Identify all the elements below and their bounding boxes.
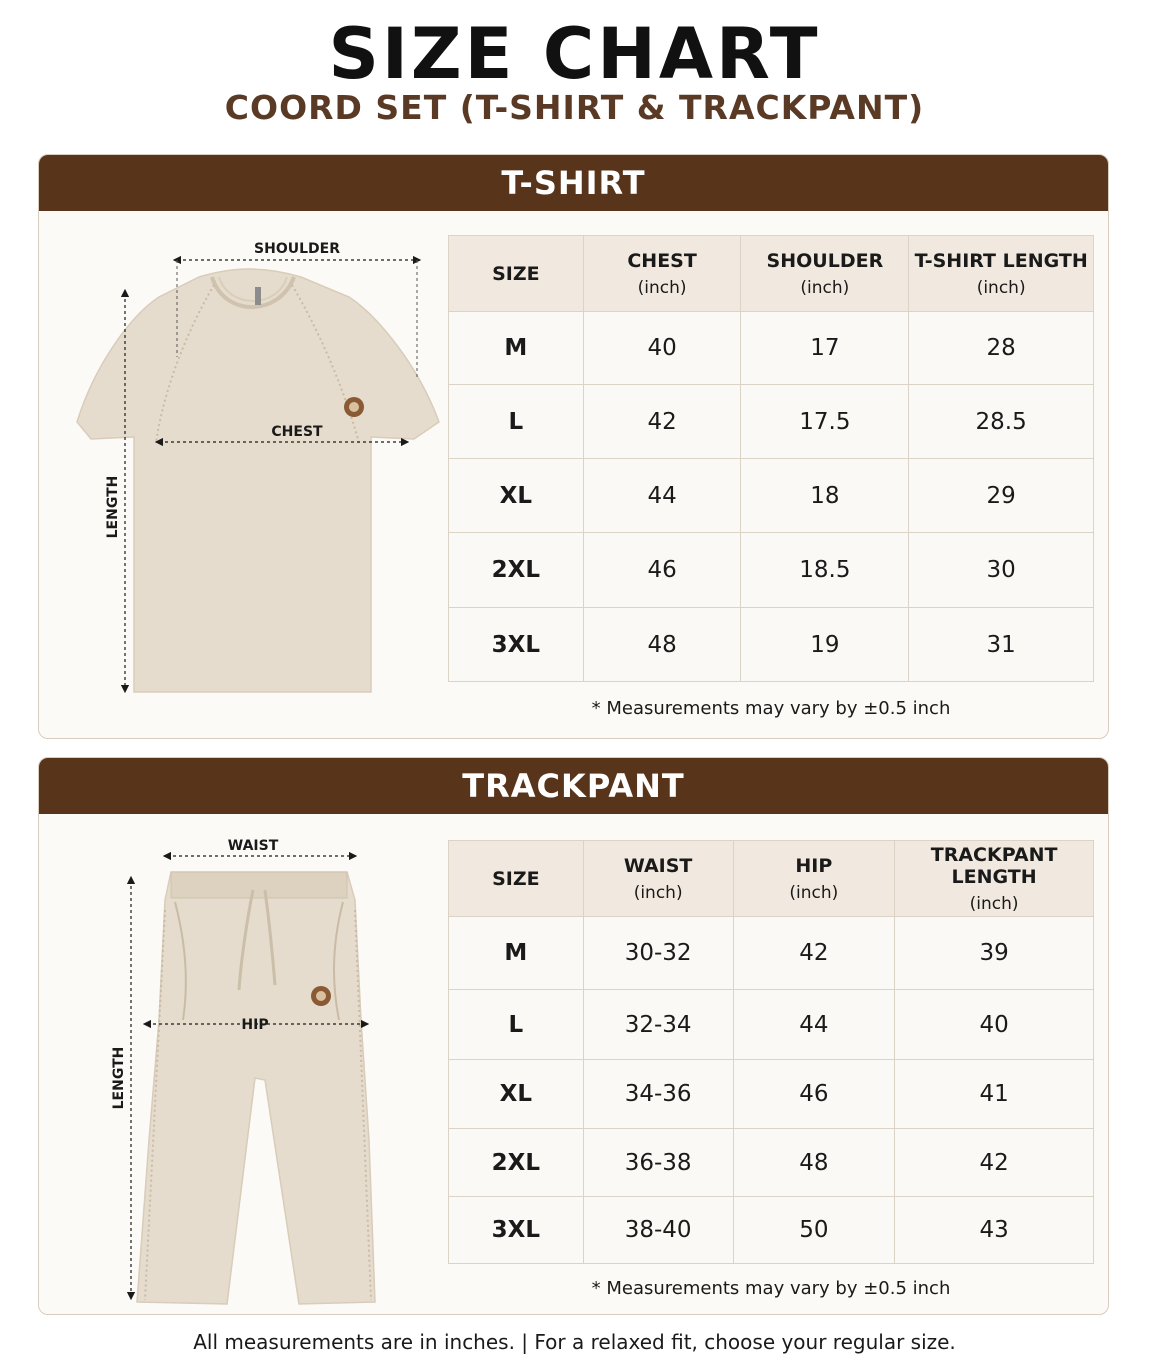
shoulder-label: SHOULDER — [254, 241, 340, 257]
table-row — [449, 1129, 1094, 1197]
shoulder-cell: 19 — [741, 608, 909, 682]
trackpant-heading: TRACKPANT — [39, 758, 1108, 814]
page-subtitle: COORD SET (T-SHIRT & TRACKPANT) — [224, 88, 925, 127]
chest-cell: 48 — [583, 608, 741, 682]
shoulder-cell: 17 — [741, 312, 909, 385]
table-row — [449, 312, 1094, 385]
table-row — [449, 990, 1094, 1060]
tshirt-illustration — [49, 217, 459, 737]
shoulder-cell: 18.5 — [741, 533, 909, 608]
length-cell: 39 — [895, 917, 1094, 990]
table-row — [449, 1197, 1094, 1264]
length-cell: 28 — [909, 312, 1094, 385]
length-cell: 43 — [895, 1197, 1094, 1264]
header-chest: CHEST (inch) — [583, 236, 741, 312]
trackpant-section — [38, 757, 1109, 1315]
length-cell: 30 — [909, 533, 1094, 608]
length-cell: 42 — [895, 1129, 1094, 1197]
tshirt-size-table — [448, 235, 1094, 682]
tshirt-heading: T-SHIRT — [39, 155, 1108, 211]
size-cell: 3XL — [449, 608, 584, 682]
table-row — [449, 917, 1094, 990]
trackpant-size-table — [448, 840, 1094, 1264]
hip-cell: 50 — [733, 1197, 895, 1264]
hip-label: HIP — [241, 1017, 269, 1033]
header-shoulder: SHOULDER (inch) — [741, 236, 909, 312]
length-cell: 29 — [909, 459, 1094, 533]
waist-cell: 34-36 — [583, 1060, 733, 1129]
length-label: LENGTH — [111, 1046, 127, 1110]
waist-cell: 38-40 — [583, 1197, 733, 1264]
chest-cell: 46 — [583, 533, 741, 608]
waist-cell: 36-38 — [583, 1129, 733, 1197]
header-length: TRACKPANT LENGTH (inch) — [895, 841, 1094, 917]
trackpant-note: * Measurements may vary by ±0.5 inch — [591, 1278, 951, 1299]
size-cell: 2XL — [449, 533, 584, 608]
header-waist: WAIST (inch) — [583, 841, 733, 917]
hip-cell: 46 — [733, 1060, 895, 1129]
table-row — [449, 459, 1094, 533]
size-cell: XL — [449, 459, 584, 533]
tshirt-note: * Measurements may vary by ±0.5 inch — [591, 698, 951, 719]
tshirt-section — [38, 154, 1109, 739]
table-row — [449, 533, 1094, 608]
tshirt-shape — [77, 269, 439, 692]
size-cell: XL — [449, 1060, 584, 1129]
trackpant-shape — [137, 872, 375, 1304]
size-cell: 2XL — [449, 1129, 584, 1197]
waist-cell: 32-34 — [583, 990, 733, 1060]
length-cell: 40 — [895, 990, 1094, 1060]
chest-cell: 40 — [583, 312, 741, 385]
header-length: T-SHIRT LENGTH (inch) — [909, 236, 1094, 312]
shoulder-cell: 17.5 — [741, 385, 909, 459]
shoulder-cell: 18 — [741, 459, 909, 533]
size-cell: L — [449, 385, 584, 459]
header-hip: HIP (inch) — [733, 841, 895, 917]
size-cell: L — [449, 990, 584, 1060]
chest-cell: 42 — [583, 385, 741, 459]
hip-cell: 48 — [733, 1129, 895, 1197]
header-size: SIZE — [449, 841, 584, 917]
waist-label: WAIST — [227, 838, 279, 854]
chest-label: CHEST — [271, 424, 323, 440]
table-row — [449, 385, 1094, 459]
size-cell: M — [449, 312, 584, 385]
length-cell: 28.5 — [909, 385, 1094, 459]
header-size: SIZE — [449, 236, 584, 312]
page-title: SIZE CHART — [328, 13, 821, 95]
table-row — [449, 1060, 1094, 1129]
size-cell: 3XL — [449, 1197, 584, 1264]
length-cell: 31 — [909, 608, 1094, 682]
waist-cell: 30-32 — [583, 917, 733, 990]
size-cell: M — [449, 917, 584, 990]
hip-cell: 44 — [733, 990, 895, 1060]
hip-cell: 42 — [733, 917, 895, 990]
footer-text: All measurements are in inches. | For a relaxed fit, choose your regular size. — [193, 1330, 956, 1354]
length-cell: 41 — [895, 1060, 1094, 1129]
trackpant-illustration — [49, 820, 439, 1310]
chest-cell: 44 — [583, 459, 741, 533]
length-label: LENGTH — [105, 475, 121, 539]
table-row — [449, 608, 1094, 682]
